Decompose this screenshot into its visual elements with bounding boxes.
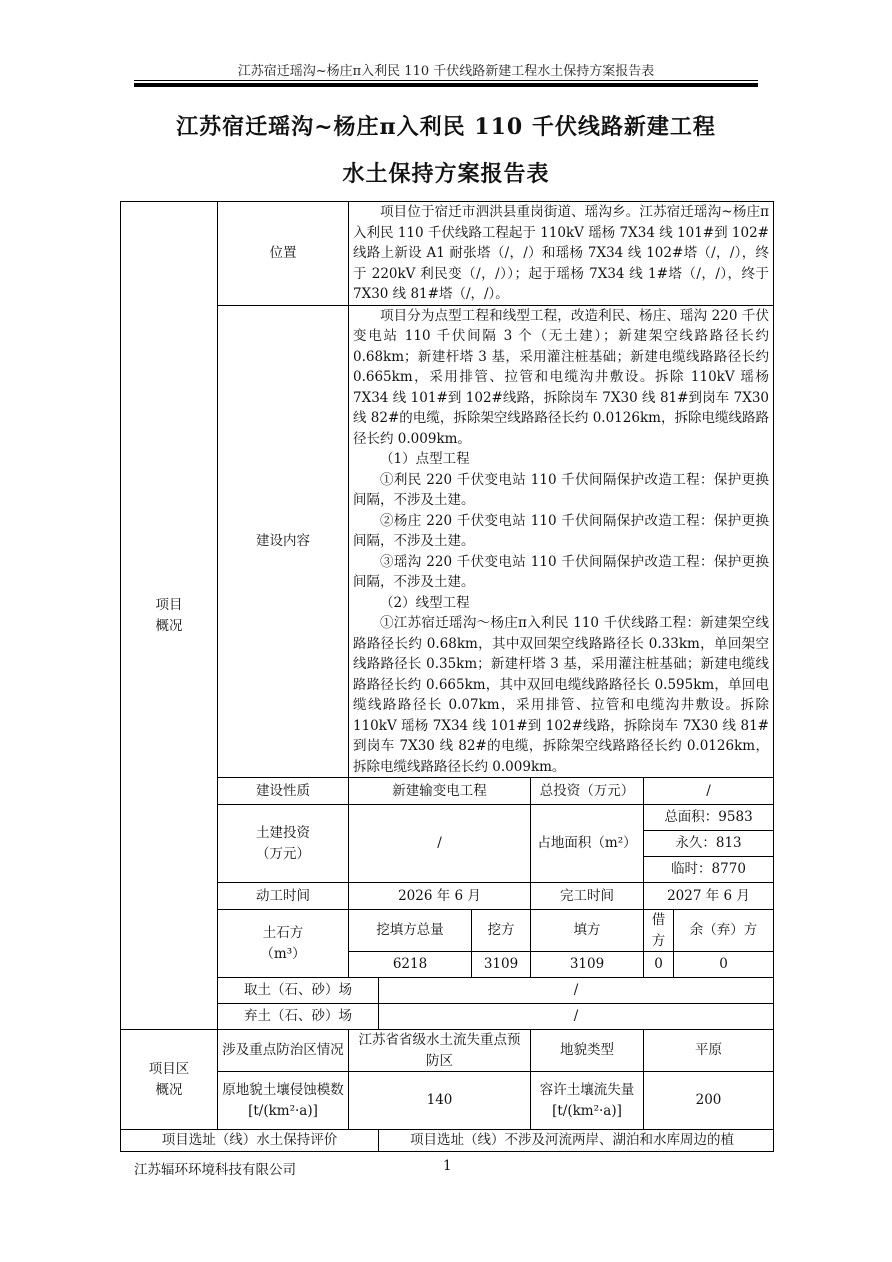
- civil-invest-value: /: [349, 805, 531, 883]
- location-text: 项目位于宿迁市泗洪县重岗街道、瑶沟乡。江苏宿迁瑶沟~杨庄π入利民 110 千伏线路工程起于 110kV 瑶杨 7X34 线 101#到 102#线路上新设 A1 耐张塔（/，/）和瑶杨 7X34 线 102#塔（/，/），终于 220kV 利民变（/，/））；起于瑶杨 7X34 线 1#塔（/，/），终于 7X30 线 81#塔（/，/）。: [353, 204, 769, 302]
- area-total: 总面积：9583: [644, 805, 774, 831]
- allow-loss-label: 容许土壤流失量[t/(km²·a)]: [531, 1072, 644, 1130]
- end-label: 完工时间: [531, 883, 644, 910]
- nature-label: 建设性质: [218, 778, 349, 805]
- erosion-value: 140: [349, 1072, 531, 1130]
- footer-company: 江苏辐环环境科技有限公司: [134, 1162, 296, 1178]
- content-paragraph: ②杨庄 220 千伏变电站 110 千伏间隔保护改造工程：保护更换间隔，不涉及土建。: [353, 512, 769, 549]
- location-label: 位置: [218, 202, 349, 306]
- zone-value: 江苏省省级水土流失重点预防区: [349, 1030, 531, 1072]
- content-paragraph: ①利民 220 千伏变电站 110 千伏间隔保护改造工程：保护更换间隔，不涉及土建。: [353, 471, 769, 508]
- end-value: 2027 年 6 月: [644, 883, 774, 910]
- content-paragraph: （1）点型工程: [380, 451, 470, 467]
- content-label: 建设内容: [218, 305, 349, 778]
- document-title-line-1: 江苏宿迁瑶沟~杨庄π入利民 110 千伏线路新建工程: [176, 114, 716, 140]
- earthwork-value-spoil: 0: [674, 952, 774, 978]
- allow-loss-value: 200: [644, 1072, 774, 1130]
- zone-label: 涉及重点防治区情况: [218, 1030, 349, 1072]
- total-invest-label: 总投资（万元）: [531, 778, 644, 805]
- header-rule-thin: [134, 80, 758, 81]
- section-label-project-overview: 项目 概况: [121, 202, 218, 1030]
- borrow-site-label: 取土（石、砂）场: [218, 978, 379, 1004]
- content-paragraph: ①江苏宿迁瑶沟～杨庄π入利民 110 千伏线路工程：新建架空线路路径长约 0.68km，其中双回架空线路路径长 0.33km，单回架空线路路径长 0.35km；新建杆塔 3 基，采用灌注桩基础；新建电缆线路路径长约 0.665km，其中双回电缆线路路径长 0.595km，单回电缆线路路径长 0.07km，采用排管、拉管和电缆沟井敷设。拆除 110kV 瑶杨 7X34 线 101#到 102#线路，拆除岗车 7X30 线 81#到岗车 7X30 线 82#的电缆，拆除架空线路路径长约 0.0126km，拆除电缆线路路径长约 0.009km。: [353, 615, 769, 775]
- header-rule-thick: [134, 83, 758, 87]
- borrow-site-value: /: [379, 978, 774, 1004]
- siting-label: 项目选址（线）水土保持评价: [121, 1130, 379, 1152]
- nature-value: 新建输变电工程: [349, 778, 531, 805]
- earthwork-label-line-1: 土石方: [262, 925, 304, 941]
- earthwork-header-borrow: 借方: [644, 910, 674, 952]
- spoil-site-label: 弃土（石、砂）场: [218, 1004, 379, 1030]
- earthwork-label: [218, 910, 349, 978]
- earthwork-value-borrow: 0: [644, 952, 674, 978]
- start-value: 2026 年 6 月: [349, 883, 531, 910]
- location-cell: [349, 202, 774, 306]
- area-temporary: 临时：8770: [644, 857, 774, 883]
- content-paragraph: 项目分为点型工程和线型工程，改造利民、杨庄、瑶沟 220 千伏变电站 110 千伏间隔 3 个（无土建）；新建架空线路路径长约 0.68km；新建杆塔 3 基，采用灌注桩基础；新建电缆线路路径长约 0.665km，采用排管、拉管和电缆沟井敷设。拆除 110kV 瑶杨 7X34 线 101#到 102#线路，拆除岗车 7X30 线 81#到岗车 7X30 线 82#的电缆，拆除架空线路路径长约 0.0126km，拆除电缆线路路径长约 0.009km。: [353, 307, 769, 447]
- report-table: [120, 201, 774, 1152]
- earthwork-value-fill: 3109: [531, 952, 644, 978]
- total-invest-value: /: [644, 778, 774, 805]
- earthwork-header-spoil: 余（弃）方: [674, 910, 774, 952]
- footer-page-number: 1: [443, 1158, 452, 1174]
- content-paragraph: （2）线型工程: [380, 594, 470, 611]
- content-cell: [349, 305, 774, 778]
- area-label: 占地面积（m²）: [531, 805, 644, 883]
- earthwork-value-cut: 3109: [472, 952, 531, 978]
- earthwork-label-line-2: （m³）: [260, 945, 306, 962]
- earthwork-header-cut: 挖方: [472, 910, 531, 952]
- earthwork-value-total: 6218: [349, 952, 472, 978]
- section-label-region-overview: 项目区 概况: [121, 1030, 218, 1130]
- landform-value: 平原: [644, 1030, 774, 1072]
- document-title-line-2: 水土保持方案报告表: [342, 161, 550, 187]
- start-label: 动工时间: [218, 883, 349, 910]
- siting-text: 项目选址（线）不涉及河流两岸、湖泊和水库周边的植: [410, 1132, 734, 1149]
- siting-cell: [379, 1130, 774, 1152]
- earthwork-header-fill: 填方: [531, 910, 644, 952]
- area-permanent: 永久：813: [644, 831, 774, 857]
- civil-invest-label-line-1: 土建投资: [256, 825, 310, 841]
- earthwork-header-total: 挖填方总量: [349, 910, 472, 952]
- landform-label: 地貌类型: [531, 1030, 644, 1072]
- running-header: 江苏宿迁瑶沟~杨庄π入利民 110 千伏线路新建工程水土保持方案报告表: [237, 64, 655, 79]
- content-paragraph: ③瑶沟 220 千伏变电站 110 千伏间隔保护改造工程：保护更换间隔，不涉及土建。: [353, 553, 769, 590]
- spoil-site-value: /: [379, 1004, 774, 1030]
- erosion-label: 原地貌土壤侵蚀模数[t/(km²·a)]: [218, 1072, 349, 1130]
- civil-invest-label: [218, 805, 349, 883]
- civil-invest-label-line-2: （万元）: [256, 845, 310, 862]
